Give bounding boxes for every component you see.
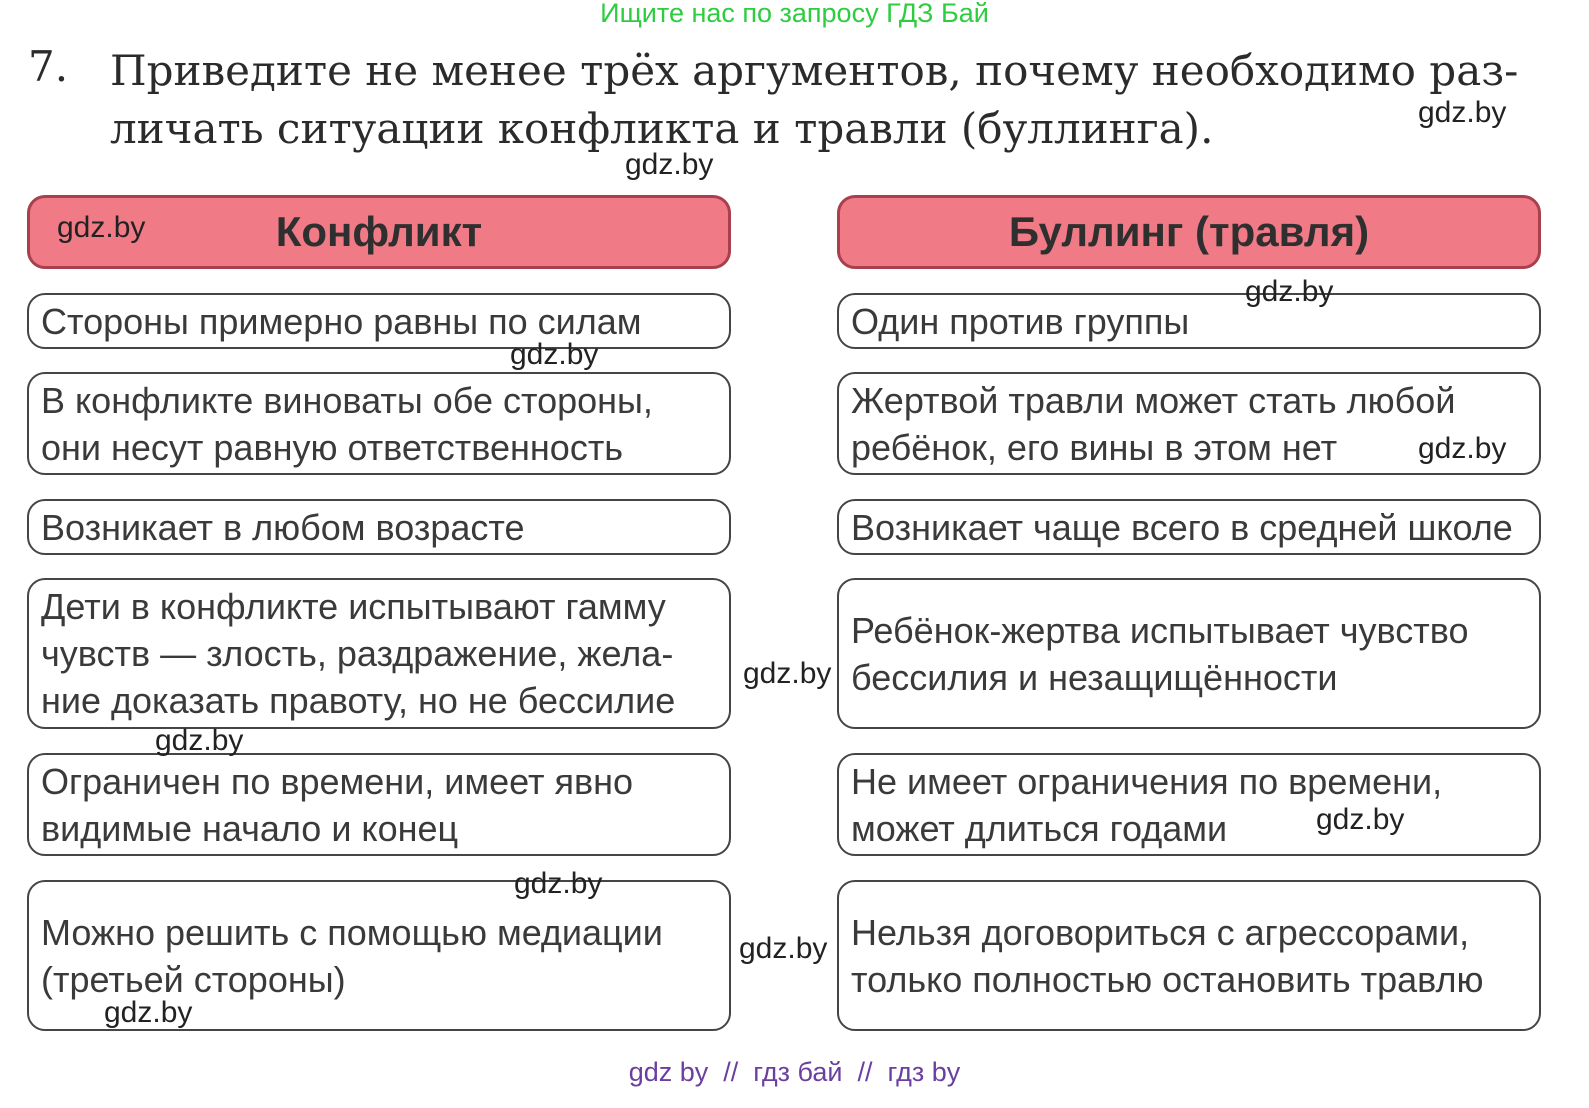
search-banner: Ищите нас по запросу ГДЗ Бай xyxy=(600,0,989,28)
conflict-item-1 xyxy=(27,293,731,349)
conflict-item-6-line-1: Можно решить с помощью медиации xyxy=(41,911,663,953)
bullying-item-1-line-1: Один против группы xyxy=(851,300,1190,342)
header-bullying: Буллинг (травля) xyxy=(837,195,1541,269)
watermark: gdz.by xyxy=(1245,275,1334,308)
conflict-item-4-line-2: чувств — злость, раздражение, жела- xyxy=(41,633,674,674)
conflict-item-5-line-1: Ограничен по времени, имеет явно xyxy=(41,760,633,802)
conflict-item-5-line-2: видимые начало и конец xyxy=(41,807,459,849)
question-number: 7. xyxy=(28,42,69,91)
question-line-2: личать ситуации конфликта и травли (буллинга). xyxy=(110,104,1214,153)
bullying-item-2-line-1: Жертвой травли может стать любой xyxy=(851,379,1456,421)
header-conflict: Конфликт xyxy=(27,195,731,269)
bullying-item-5 xyxy=(837,753,1541,856)
watermark: gdz.by xyxy=(514,867,603,900)
bullying-item-1 xyxy=(837,293,1541,349)
conflict-item-2-line-1: В конфликте виноваты обе стороны, xyxy=(41,379,653,421)
bullying-item-6-line-1: Нельзя договориться с агрессорами, xyxy=(851,911,1470,953)
bullying-item-5-line-1: Не имеет ограничения по времени, xyxy=(851,760,1443,802)
watermark: gdz.by xyxy=(1418,96,1507,129)
watermark: gdz.by xyxy=(1316,803,1405,836)
conflict-item-3-line-1: Возникает в любом возрасте xyxy=(41,506,525,548)
bullying-item-5-line-2: может длиться годами xyxy=(851,807,1228,849)
watermark: gdz.by xyxy=(57,211,146,244)
question-line-1: Приведите не менее трёх аргументов, почему необходимо раз- xyxy=(110,46,1519,95)
question-text xyxy=(110,42,1550,158)
conflict-item-4-line-3: ние доказать правоту, но не бессилие xyxy=(41,680,676,721)
watermark: gdz.by xyxy=(510,338,599,371)
conflict-item-3 xyxy=(27,499,731,555)
conflict-item-2-line-2: они несут равную ответственность xyxy=(41,426,624,468)
watermark: gdz.by xyxy=(743,657,832,690)
conflict-item-4-line-1: Дети в конфликте испытывают гамму xyxy=(41,586,666,627)
bullying-item-3 xyxy=(837,499,1541,555)
bullying-item-6 xyxy=(837,880,1541,1031)
watermark: gdz.by xyxy=(625,148,714,181)
conflict-item-1-line-1: Стороны примерно равны по силам xyxy=(41,300,642,342)
watermark: gdz.by xyxy=(104,996,193,1029)
watermark: gdz.by xyxy=(1418,432,1507,465)
conflict-item-2 xyxy=(27,372,731,475)
footer-links: gdz by // гдз бай // гдз by xyxy=(628,1057,961,1087)
conflict-item-6-line-2: (третьей стороны) xyxy=(41,958,346,1000)
bullying-item-6-line-2: только полностью остановить травлю xyxy=(851,958,1484,1000)
conflict-item-5 xyxy=(27,753,731,856)
bullying-item-3-line-1: Возникает чаще всего в средней школе xyxy=(851,506,1513,548)
bullying-item-2-line-2: ребёнок, его вины в этом нет xyxy=(851,426,1338,468)
bullying-item-4-line-1: Ребёнок-жертва испытывает чувство xyxy=(851,609,1469,651)
conflict-item-4 xyxy=(27,578,731,729)
bullying-item-4-line-2: бессилия и незащищённости xyxy=(851,656,1338,698)
watermark: gdz.by xyxy=(739,932,828,965)
watermark: gdz.by xyxy=(155,724,244,757)
bullying-item-4 xyxy=(837,578,1541,729)
